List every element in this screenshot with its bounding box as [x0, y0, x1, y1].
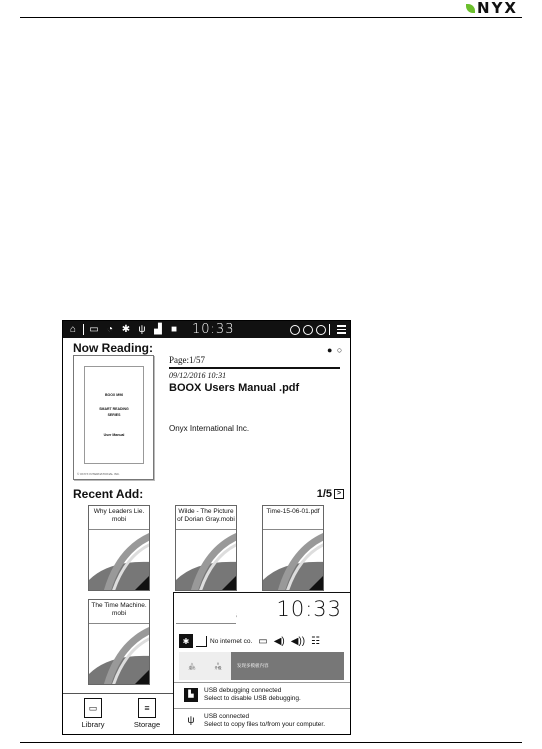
book-tile[interactable] [88, 505, 150, 591]
menu-icon[interactable] [337, 325, 346, 334]
book-cover-art [263, 530, 324, 591]
volume-down-icon[interactable]: ◀) [273, 635, 285, 647]
shortcut-row [179, 652, 344, 680]
notification-subtitle: Select to disable USB debugging. [204, 695, 301, 702]
book-cover-art [89, 530, 150, 591]
bottom-dock [63, 693, 173, 735]
library-button[interactable] [73, 698, 113, 729]
upgrade-shortcut-label: 升级 [214, 665, 222, 670]
home-icon[interactable]: ⌂ [69, 323, 77, 335]
refresh-icon[interactable] [316, 325, 326, 335]
notification-title: USB debugging connected [204, 686, 282, 694]
page-dots[interactable]: ● ○ [327, 345, 344, 355]
usb-debugging-notification[interactable] [174, 682, 350, 707]
leaf-icon [466, 4, 475, 13]
notification-text [204, 713, 325, 730]
usb-icon: ψ [187, 714, 195, 726]
settings-sliders-icon[interactable]: ☷ [311, 635, 321, 647]
book-tile[interactable] [262, 505, 324, 591]
current-book-title[interactable]: BOOX Users Manual .pdf [169, 382, 300, 394]
wifi-icon[interactable]: ◔ [106, 323, 114, 335]
cover-line-4: User Manual [103, 433, 125, 437]
shortcut-group [179, 652, 231, 680]
onyx-logo [466, 0, 518, 16]
signal-icon[interactable] [196, 636, 207, 647]
rotate-icon[interactable] [303, 325, 313, 335]
current-book-cover[interactable] [73, 355, 154, 480]
book-tile[interactable] [88, 599, 150, 685]
bluetooth-toggle-icon[interactable]: ✱ [179, 634, 193, 648]
promo-banner[interactable]: 发现多模板内容 [231, 652, 344, 680]
footer-rule [20, 742, 522, 743]
book-cover-art [176, 530, 237, 591]
cover-line-2: SMART READING [99, 407, 129, 411]
storage-button[interactable] [127, 698, 167, 729]
android-debug-icon: ▙ [184, 688, 198, 702]
book-publisher: Onyx International Inc. [169, 424, 250, 433]
exit-shortcut-label: 退出 [188, 665, 196, 670]
book-tile-title: The Time Machine. mobi [89, 600, 149, 624]
book-tile-title: Time-15-06-01.pdf [263, 506, 323, 530]
upgrade-shortcut[interactable]: ⇧ 升级 [214, 661, 222, 670]
status-bar [63, 321, 350, 338]
cover-frame [84, 366, 144, 464]
header-rule [20, 17, 522, 18]
quick-settings-row [179, 633, 347, 649]
pager-label: 1/5 [316, 488, 332, 500]
network-status: No internet co. [210, 637, 253, 645]
status-divider [83, 324, 84, 335]
last-read-date: 09/12/2016 10:31 [169, 371, 227, 380]
notification-subtitle: Select to copy files to/from your computer. [204, 721, 326, 728]
recent-pager [317, 488, 344, 500]
panel-clock: 10:33 [276, 597, 342, 621]
reading-progress-bar [169, 367, 340, 369]
next-page-button[interactable]: > [334, 489, 344, 499]
book-tile-title [176, 600, 236, 624]
storage-label: Storage [133, 720, 161, 729]
volume-up-icon[interactable]: ◀)) [290, 635, 306, 647]
bluetooth-icon[interactable]: ✱ [121, 323, 131, 335]
status-divider-2 [329, 324, 330, 335]
compass-icon[interactable] [290, 325, 300, 335]
cover-line-1: BOOX M96 [104, 393, 124, 397]
recent-add-heading: Recent Add: [73, 487, 144, 501]
android-icon: ▟ [154, 323, 162, 335]
storage-icon: ≡ [138, 698, 156, 718]
screen-icon: ■ [170, 323, 178, 335]
library-icon: ▭ [84, 698, 102, 718]
usb-icon: ψ [138, 323, 146, 335]
library-label: Library [81, 720, 105, 729]
status-time: 10:33 [192, 322, 235, 337]
device-screenshot [62, 320, 351, 735]
book-tile[interactable] [175, 505, 237, 591]
usb-connected-notification[interactable] [174, 708, 350, 733]
book-tile-title: Wilde - The Picture of Dorian Gray.mobi [176, 506, 236, 530]
status-actions [290, 324, 346, 335]
cover-footer: © ONYX INTERNATIONAL INC. [77, 472, 120, 476]
battery-status-icon: ▭ [258, 635, 268, 647]
now-reading-heading: Now Reading: [73, 341, 153, 355]
page-indicator: Page:1/57 [169, 355, 205, 365]
brand-name: NYX [477, 0, 518, 17]
cover-line-3: SERIES [107, 413, 121, 417]
notification-title: USB connected [204, 712, 250, 720]
exit-shortcut[interactable]: △ 退出 [188, 661, 196, 670]
book-cover-art [89, 624, 150, 685]
battery-icon: ▭ [89, 323, 99, 335]
notification-text [204, 687, 301, 704]
book-tile-title: Why Leaders Lie. mobi [89, 506, 149, 530]
